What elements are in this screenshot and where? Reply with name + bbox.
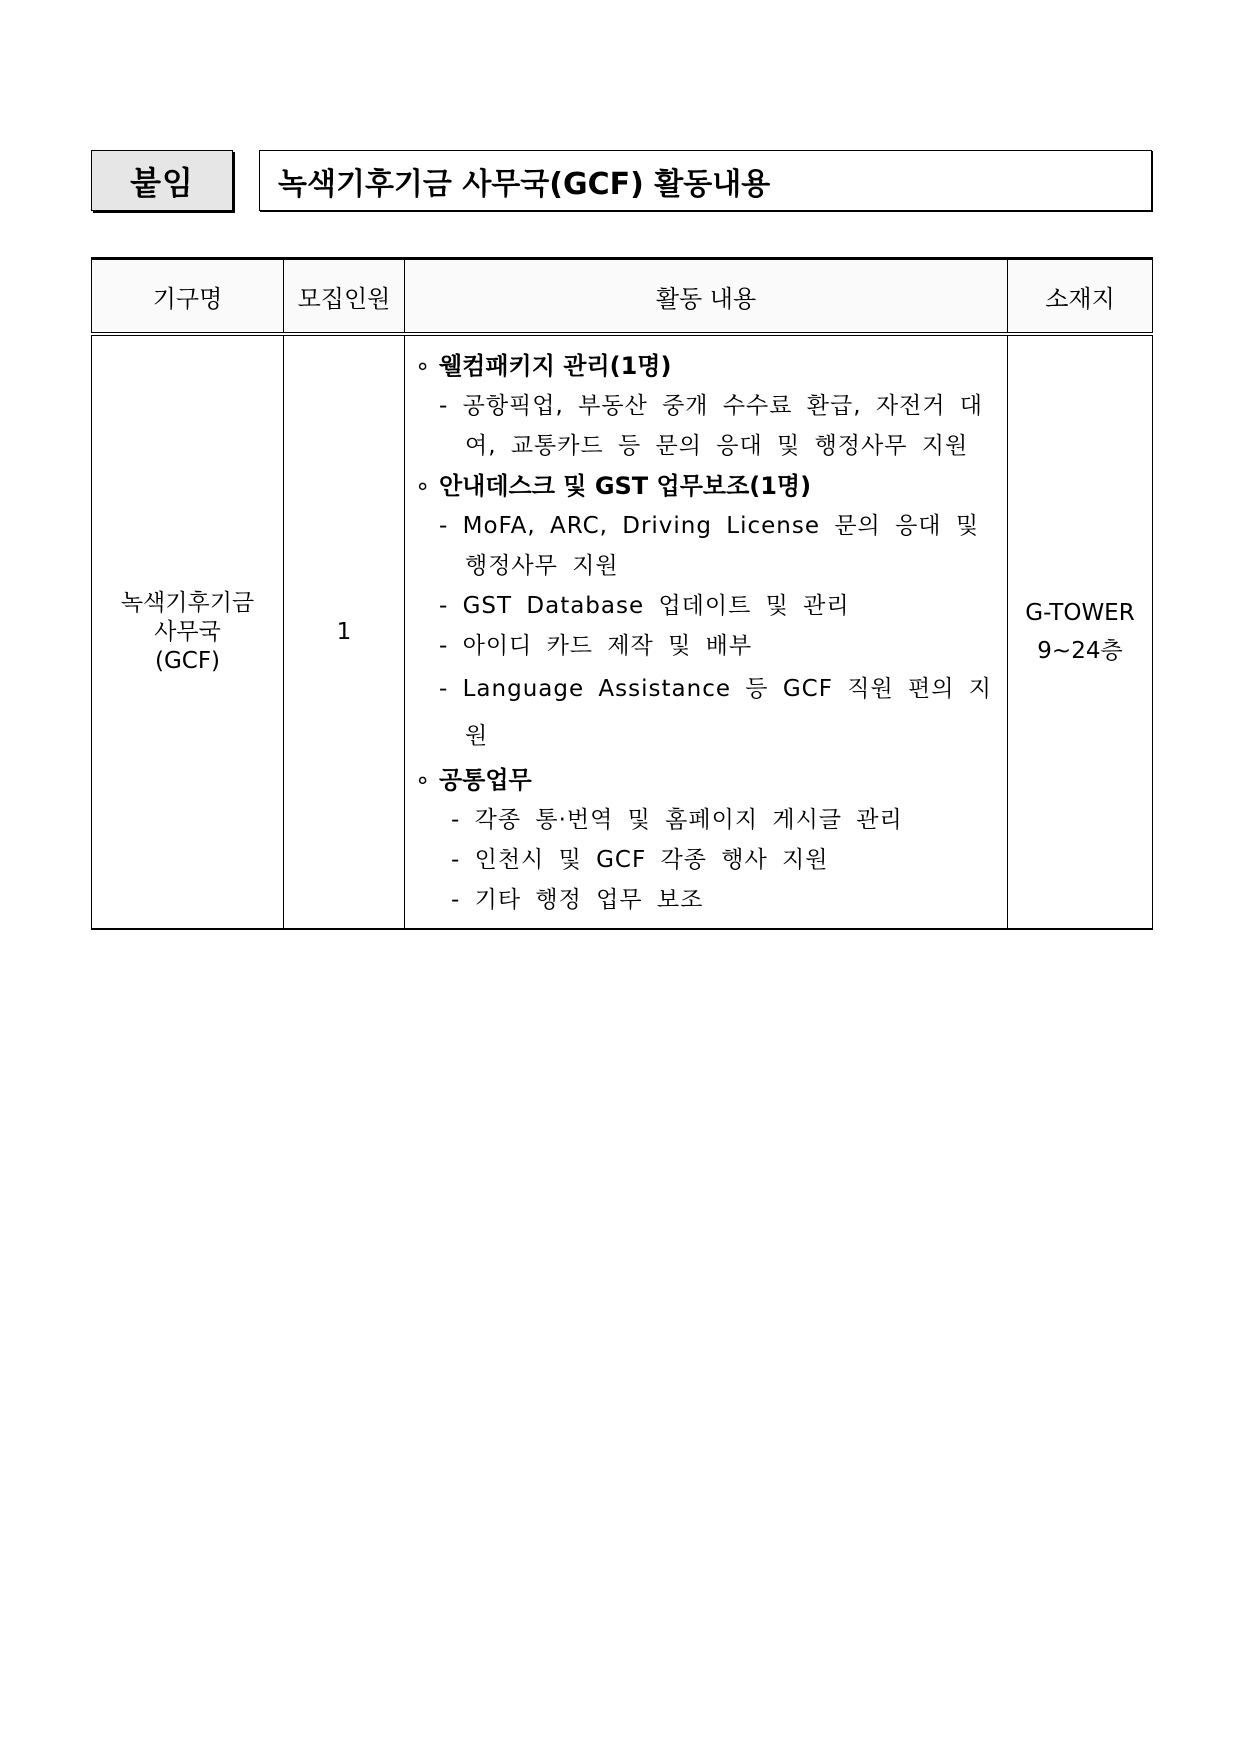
bullet-icon: ∘ <box>415 766 431 794</box>
list-item: - 각종 통·번역 및 홈페이지 게시글 관리 <box>451 807 903 833</box>
org-name-cell <box>92 334 284 929</box>
section-title <box>415 760 999 800</box>
activity-table <box>91 257 1153 930</box>
org-name-line: 사무국 <box>154 618 221 645</box>
location-line: G-TOWER <box>1025 600 1135 626</box>
activities-cell <box>405 334 1008 929</box>
list-item: - 인천시 및 GCF 각종 행사 지원 <box>451 847 829 873</box>
table-row <box>92 334 1153 929</box>
column-header-org: 기구명 <box>92 259 284 335</box>
list-item: - MoFA, ARC, Driving License 문의 응대 및 행정사무 지원 <box>439 513 980 579</box>
list-item: - GST Database 업데이트 및 관리 <box>439 593 850 619</box>
list-item: - 아이디 카드 제작 및 배부 <box>439 633 753 659</box>
list-item: - 공항픽업, 부동산 중개 수수료 환급, 자전거 대여, 교통카드 등 문의 응대 및 행정사무 지원 <box>439 393 984 459</box>
column-header-activities: 활동 내용 <box>405 259 1008 335</box>
attachment-badge: 붙임 <box>91 150 233 211</box>
org-name-line: (GCF) <box>154 647 221 674</box>
recruit-count-cell: 1 <box>284 334 405 929</box>
list-item: - Language Assistance 등 GCF 직원 편의 지원 <box>439 676 992 749</box>
column-header-location: 소재지 <box>1008 259 1153 335</box>
list-item: - 기타 행정 업무 보조 <box>451 887 704 913</box>
location-line: 9~24층 <box>1037 638 1123 664</box>
column-header-count: 모집인원 <box>284 259 405 335</box>
section-title-text: 공통업무 <box>439 766 532 794</box>
bullet-icon: ∘ <box>415 472 431 500</box>
table-header-row <box>92 259 1153 335</box>
section-title-text: 웰컴패키지 관리(1명) <box>439 352 672 380</box>
page-title: 녹색기후기금 사무국(GCF) 활동내용 <box>259 150 1152 211</box>
org-name-line: 녹색기후기금 <box>120 589 255 616</box>
location-cell <box>1008 334 1153 929</box>
section-title <box>415 466 999 506</box>
section-title-text: 안내데스크 및 GST 업무보조(1명) <box>439 472 812 500</box>
section-title <box>415 346 999 386</box>
bullet-icon: ∘ <box>415 352 431 380</box>
